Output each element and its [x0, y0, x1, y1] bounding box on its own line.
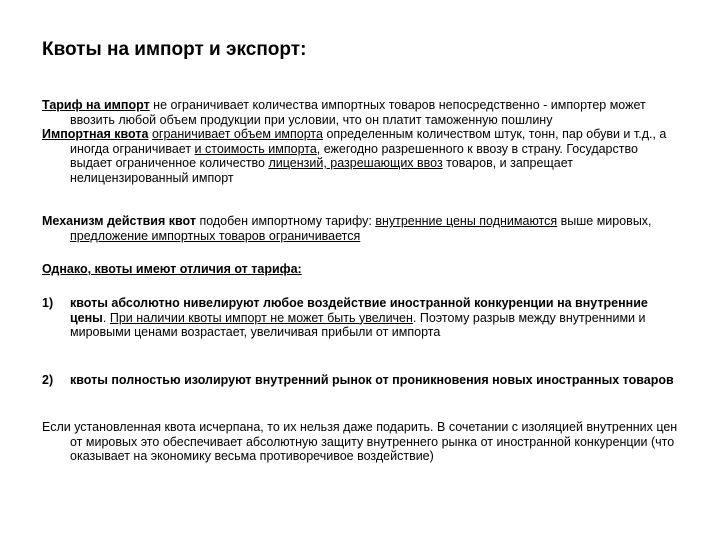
mechanism-term: Механизм действия квот [42, 214, 196, 228]
mechanism-text-1: подобен импортному тарифу: [195, 214, 376, 228]
quota-term: Импортная квота [42, 127, 149, 141]
mechanism-text-2: выше мировых, [557, 214, 652, 228]
page-title: Квоты на импорт и экспорт: [42, 39, 307, 60]
item-1-text-2: . Поэтому разрыв между внутренними и мировыми ценами возрастает, увеличивая прибыли от импорта [70, 310, 646, 339]
quota-paragraph [42, 127, 678, 185]
tariff-term: Тариф на импорт [42, 98, 150, 112]
mechanism-paragraph [42, 214, 678, 243]
tariff-text: не ограничивает количества импортных товаров непосредственно - импортер может ввозить любой объем продукции при условии, что он платит таможенную пошлину [70, 98, 646, 127]
item-1-text-1: . [102, 310, 110, 325]
quota-licenses: лицензий, разрешающих ввоз [268, 156, 443, 170]
however-block [42, 262, 678, 277]
mechanism-block [42, 214, 678, 243]
conclusion-block [42, 420, 678, 464]
mechanism-prices-rise: внутренние цены поднимаются [375, 214, 558, 228]
quota-limits-volume: ограничивает объем импорта [151, 127, 323, 141]
definitions-block [42, 98, 678, 185]
item-1-import-fixed: При наличии квоты импорт не может быть увеличен [109, 310, 413, 325]
quota-text-4: товаров, и запрещает нелицензированный импорт [70, 156, 573, 185]
quota-text-2: определенным количеством штук, тонн, пар обуви и т.д., а иногда ограничивает [70, 127, 667, 156]
however-heading: Однако, квоты имеют отличия от тарифа: [42, 262, 302, 276]
tariff-paragraph [42, 98, 678, 127]
item-2-bold: квоты полностью изолируют внутренний рынок от проникновения новых иностранных товаров [70, 373, 674, 387]
item-1-body [70, 296, 678, 340]
quota-text-3: , ежегодно разрешенного к ввозу в страну. Государство выдает ограниченное количество [70, 141, 638, 170]
quota-limits-value: и стоимость импорта [194, 141, 317, 156]
item-1-bold: квоты абсолютно нивелируют любое воздействие иностранной конкуренции на внутренние цены [70, 296, 648, 325]
item-1-number: 1) [42, 296, 54, 310]
difference-item-2 [42, 373, 678, 388]
mechanism-supply-limited: предложение импортных товаров ограничивается [70, 228, 361, 243]
item-2-number: 2) [42, 373, 54, 387]
conclusion-paragraph: Если установленная квота исчерпана, то их нельзя даже подарить. В сочетании с изоляцией внутренних цен от мировых это обеспечивает абсолютную защиту внутреннего рынка от иностранной конкуренции (что оказывает на экономику весьма противоречивое воздействие) [42, 420, 678, 463]
difference-item-1 [42, 296, 678, 340]
